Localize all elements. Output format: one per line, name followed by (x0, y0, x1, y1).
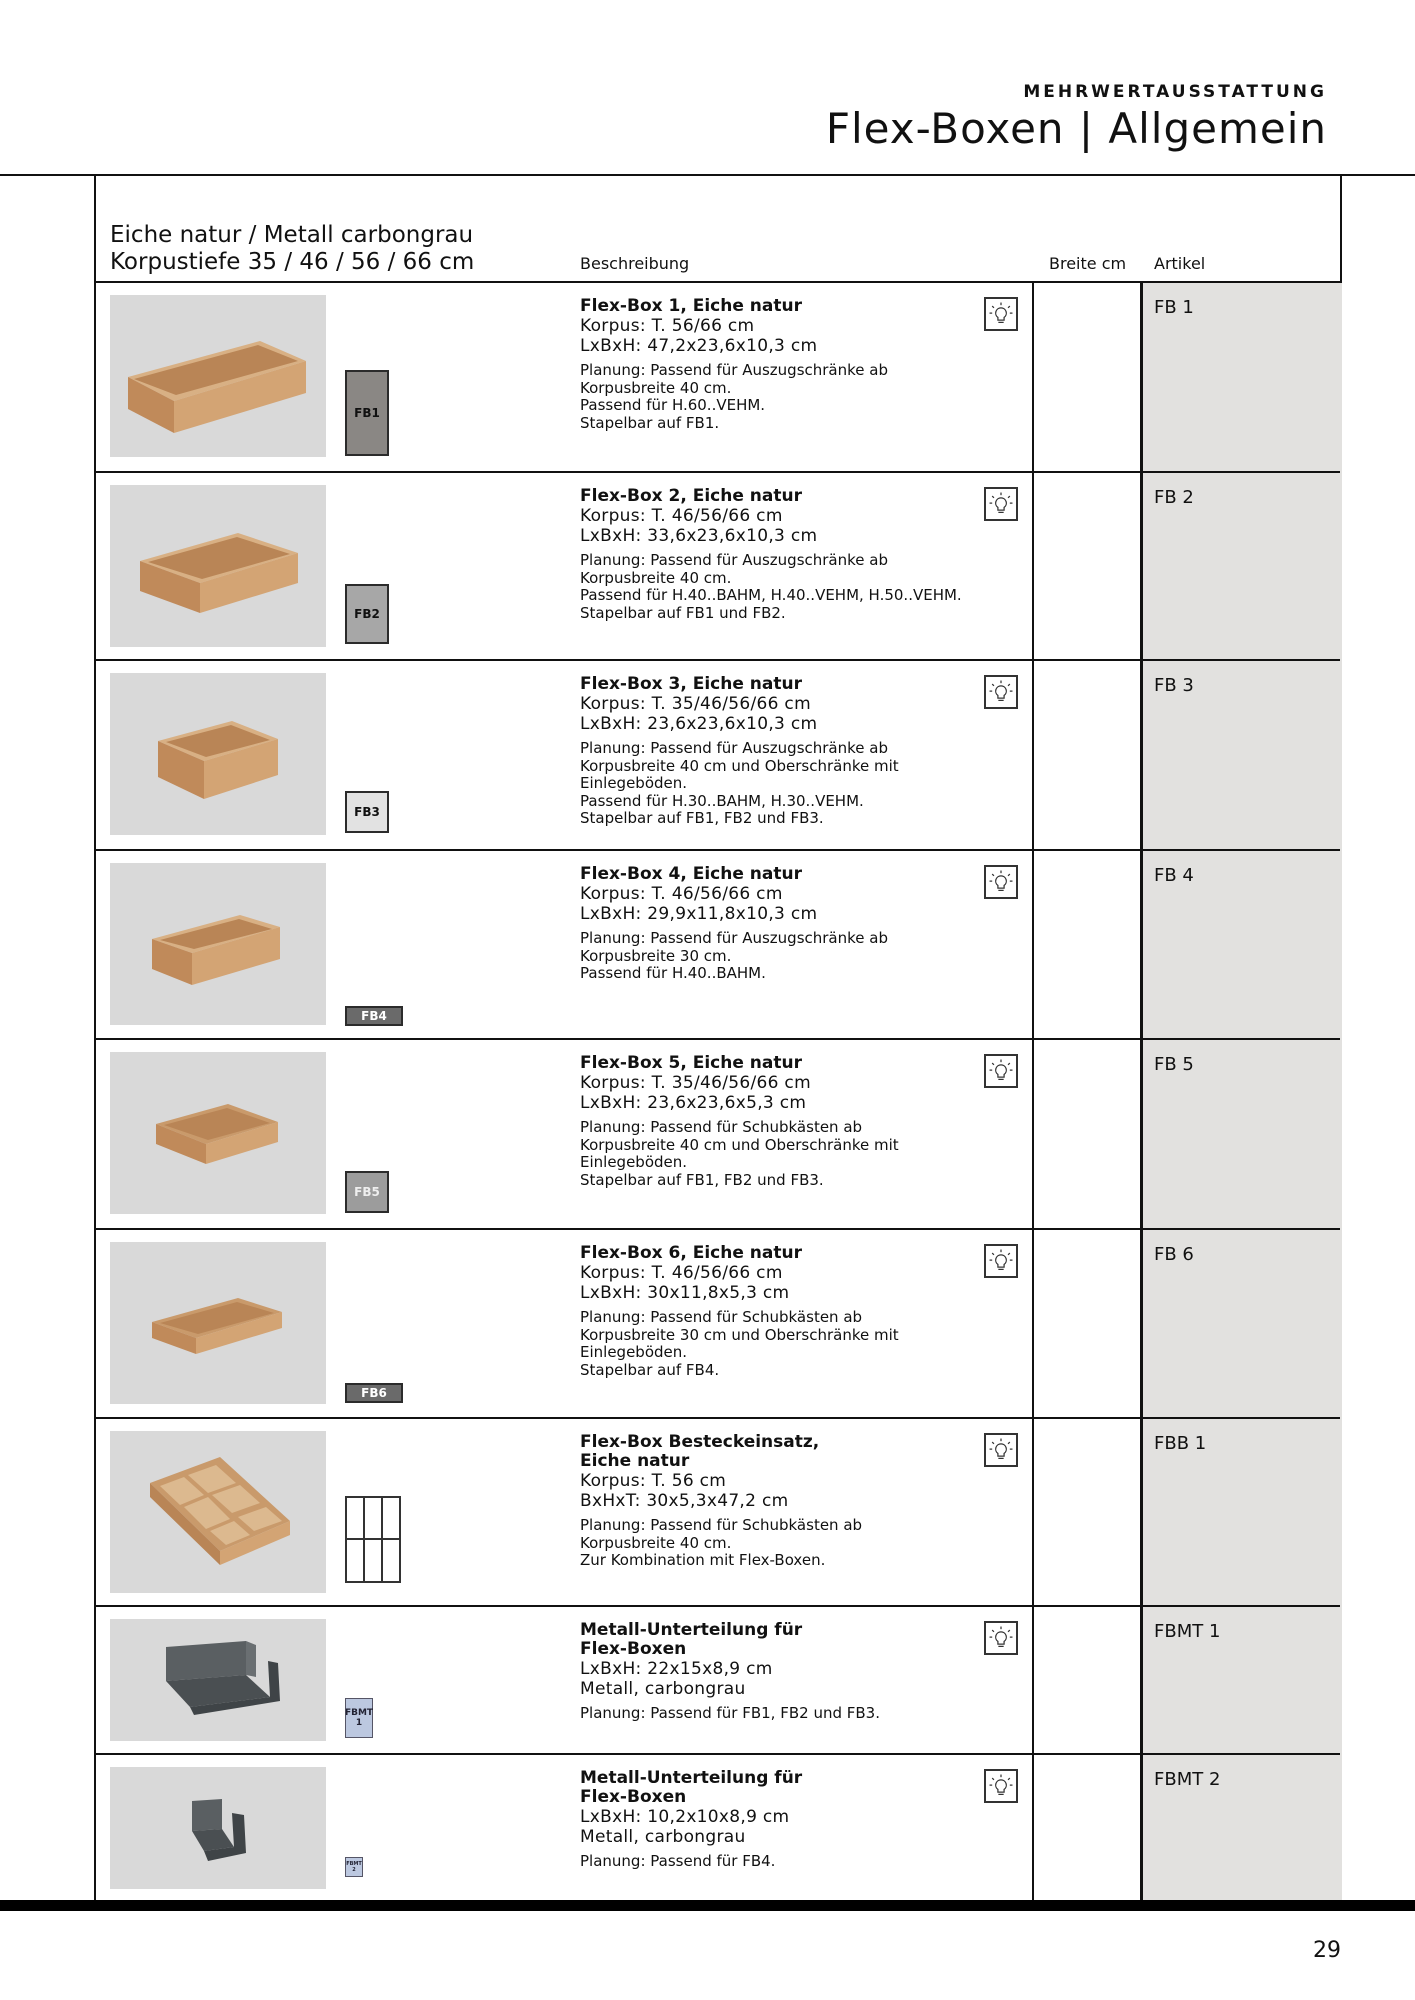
product-photo (110, 1431, 326, 1593)
planning-line: Einlegeböden. (580, 1343, 688, 1361)
table-row (96, 473, 1340, 661)
table-row (96, 1230, 1340, 1419)
lightbulb-icon (984, 487, 1018, 521)
artikel-number: FB 6 (1154, 1244, 1194, 1265)
page-number: 29 (1313, 1938, 1341, 1963)
product-name: Metall-Unterteilung für (580, 1620, 803, 1640)
product-spec: Korpus: T. 56/66 cm (580, 316, 755, 336)
product-spec: BxHxT: 30x5,3x47,2 cm (580, 1491, 789, 1511)
product-name: Flex-Box Besteckeinsatz, (580, 1432, 820, 1452)
planning-line: Korpusbreite 40 cm und Oberschränke mit (580, 1135, 899, 1154)
planning-note (580, 1119, 990, 1189)
size-tag-fb2: FB2 (345, 584, 389, 644)
row-description (580, 675, 990, 828)
product-name: Eiche natur (580, 1451, 690, 1471)
planning-line: Stapelbar auf FB1 und FB2. (580, 603, 786, 622)
product-photo (110, 1052, 326, 1214)
table-header-title (110, 222, 474, 276)
product-spec: Metall, carbongrau (580, 1827, 746, 1847)
product-spec: LxBxH: 10,2x10x8,9 cm (580, 1807, 790, 1827)
product-name: Flex-Boxen (580, 1787, 687, 1807)
table-row (96, 851, 1340, 1040)
row-description (580, 297, 990, 432)
lightbulb-icon (984, 675, 1018, 709)
product-spec: Korpus: T. 35/46/56/66 cm (580, 1073, 811, 1093)
cutlery-layout-icon (345, 1496, 401, 1583)
planning-line: Planung: Passend für FB1, FB2 und FB3. (580, 1704, 880, 1722)
planning-note (580, 1309, 990, 1379)
row-description (580, 865, 990, 983)
planning-line: Planung: Passend für Schubkästen ab (580, 1516, 863, 1534)
product-spec: LxBxH: 23,6x23,6x10,3 cm (580, 714, 818, 734)
planning-line: Korpusbreite 40 cm. (580, 378, 732, 397)
lightbulb-icon (984, 865, 1018, 899)
planning-line: Stapelbar auf FB1, FB2 und FB3. (580, 1170, 824, 1189)
product-spec: Korpus: T. 56 cm (580, 1471, 727, 1491)
row-description (580, 1769, 990, 1871)
korpustiefe-line: Korpustiefe 35 / 46 / 56 / 66 cm (110, 249, 475, 275)
lightbulb-icon (984, 1621, 1018, 1655)
product-spec: Metall, carbongrau (580, 1679, 746, 1699)
table-row (96, 1607, 1340, 1755)
artikel-number: FB 3 (1154, 675, 1194, 696)
product-photo (110, 1767, 326, 1889)
table-row (96, 1040, 1340, 1230)
product-photo (110, 673, 326, 835)
product-photo (110, 295, 326, 457)
product-spec: LxBxH: 22x15x8,9 cm (580, 1659, 773, 1679)
planning-note (580, 1853, 990, 1871)
planning-line: Planung: Passend für Auszugschränke ab (580, 361, 888, 379)
product-spec: LxBxH: 29,9x11,8x10,3 cm (580, 904, 818, 924)
product-name: Flex-Box 5, Eiche natur (580, 1053, 802, 1073)
table-row (96, 661, 1340, 851)
size-tag-fbmt1: FBMT 1 (345, 1698, 373, 1738)
artikel-number: FB 5 (1154, 1054, 1194, 1075)
planning-line: Passend für H.30..BAHM, H.30..VEHM. (580, 791, 864, 810)
size-tag-fb3: FB3 (345, 791, 389, 833)
product-name: Metall-Unterteilung für (580, 1768, 803, 1788)
product-name: Flex-Box 1, Eiche natur (580, 296, 802, 316)
bottom-bar (0, 1900, 1415, 1911)
product-photo (110, 863, 326, 1025)
planning-line: Korpusbreite 40 cm. (580, 568, 732, 587)
product-spec: LxBxH: 30x11,8x5,3 cm (580, 1283, 790, 1303)
product-name: Flex-Box 3, Eiche natur (580, 674, 802, 694)
product-spec: Korpus: T. 35/46/56/66 cm (580, 694, 811, 714)
row-description (580, 487, 990, 622)
size-tag-fb4: FB4 (345, 1006, 403, 1026)
product-photo (110, 1242, 326, 1404)
planning-line: Planung: Passend für Auszugschränke ab (580, 739, 888, 757)
product-spec: Korpus: T. 46/56/66 cm (580, 1263, 783, 1283)
row-description (580, 1054, 990, 1189)
lightbulb-icon (984, 297, 1018, 331)
product-table (94, 176, 1342, 1900)
product-spec: LxBxH: 33,6x23,6x10,3 cm (580, 526, 818, 546)
planning-line: Korpusbreite 30 cm und Oberschränke mit (580, 1325, 899, 1344)
row-description (580, 1244, 990, 1379)
table-row (96, 1419, 1340, 1607)
product-name: Flex-Box 4, Eiche natur (580, 864, 802, 884)
row-description (580, 1433, 990, 1570)
product-photo (110, 1619, 326, 1741)
column-header-breite: Breite cm (1049, 254, 1127, 273)
artikel-number: FB 1 (1154, 297, 1194, 318)
size-tag-fb6: FB6 (345, 1383, 403, 1403)
product-photo (110, 485, 326, 647)
planning-line: Korpusbreite 40 cm und Oberschränke mit (580, 756, 899, 775)
column-header-beschreibung: Beschreibung (580, 254, 690, 273)
planning-note (580, 552, 990, 622)
planning-line: Planung: Passend für FB4. (580, 1852, 776, 1870)
planning-line: Stapelbar auf FB4. (580, 1360, 720, 1379)
lightbulb-icon (984, 1244, 1018, 1278)
size-tag-fb5: FB5 (345, 1171, 389, 1213)
table-header (96, 176, 1340, 283)
column-header-artikel: Artikel (1154, 254, 1206, 273)
planning-note (580, 740, 990, 828)
planning-note (580, 930, 990, 983)
planning-line: Planung: Passend für Auszugschränke ab (580, 929, 888, 947)
material-line: Eiche natur / Metall carbongrau (110, 222, 474, 248)
planning-note (580, 1705, 990, 1723)
section-kicker: MEHRWERTAUSSTATTUNG (1023, 82, 1327, 102)
artikel-number: FBMT 2 (1154, 1769, 1221, 1790)
product-name: Flex-Box 2, Eiche natur (580, 486, 802, 506)
planning-line: Planung: Passend für Schubkästen ab (580, 1118, 863, 1136)
lightbulb-icon (984, 1054, 1018, 1088)
size-tag-fb1: FB1 (345, 370, 389, 456)
planning-line: Korpusbreite 30 cm. (580, 946, 732, 965)
table-row (96, 283, 1340, 473)
planning-line: Zur Kombination mit Flex-Boxen. (580, 1551, 826, 1569)
planning-line: Einlegeböden. (580, 1153, 688, 1171)
product-spec: Korpus: T. 46/56/66 cm (580, 884, 783, 904)
planning-line: Passend für H.40..BAHM, H.40..VEHM, H.50..VEHM. (580, 586, 962, 604)
planning-line: Korpusbreite 40 cm. (580, 1533, 732, 1552)
artikel-number: FB 4 (1154, 865, 1194, 886)
table-row (96, 1755, 1340, 1900)
planning-line: Einlegeböden. (580, 774, 688, 792)
size-tag-fbmt2: FBMT 2 (345, 1857, 363, 1877)
product-spec: LxBxH: 47,2x23,6x10,3 cm (580, 336, 818, 356)
planning-line: Planung: Passend für Schubkästen ab (580, 1308, 863, 1326)
product-name: Flex-Box 6, Eiche natur (580, 1243, 802, 1263)
planning-line: Stapelbar auf FB1, FB2 und FB3. (580, 809, 824, 827)
row-description (580, 1621, 990, 1723)
product-name: Flex-Boxen (580, 1639, 687, 1659)
product-spec: Korpus: T. 46/56/66 cm (580, 506, 783, 526)
page-title: Flex-Boxen | Allgemein (825, 104, 1327, 153)
artikel-number: FB 2 (1154, 487, 1194, 508)
product-spec: LxBxH: 23,6x23,6x5,3 cm (580, 1093, 807, 1113)
lightbulb-icon (984, 1433, 1018, 1467)
artikel-number: FBB 1 (1154, 1433, 1207, 1454)
planning-note (580, 362, 990, 432)
planning-line: Passend für H.40..BAHM. (580, 964, 766, 982)
lightbulb-icon (984, 1769, 1018, 1803)
planning-line: Planung: Passend für Auszugschränke ab (580, 551, 888, 569)
planning-line: Stapelbar auf FB1. (580, 413, 720, 432)
planning-note (580, 1517, 990, 1570)
artikel-number: FBMT 1 (1154, 1621, 1221, 1642)
planning-line: Passend für H.60..VEHM. (580, 396, 766, 414)
